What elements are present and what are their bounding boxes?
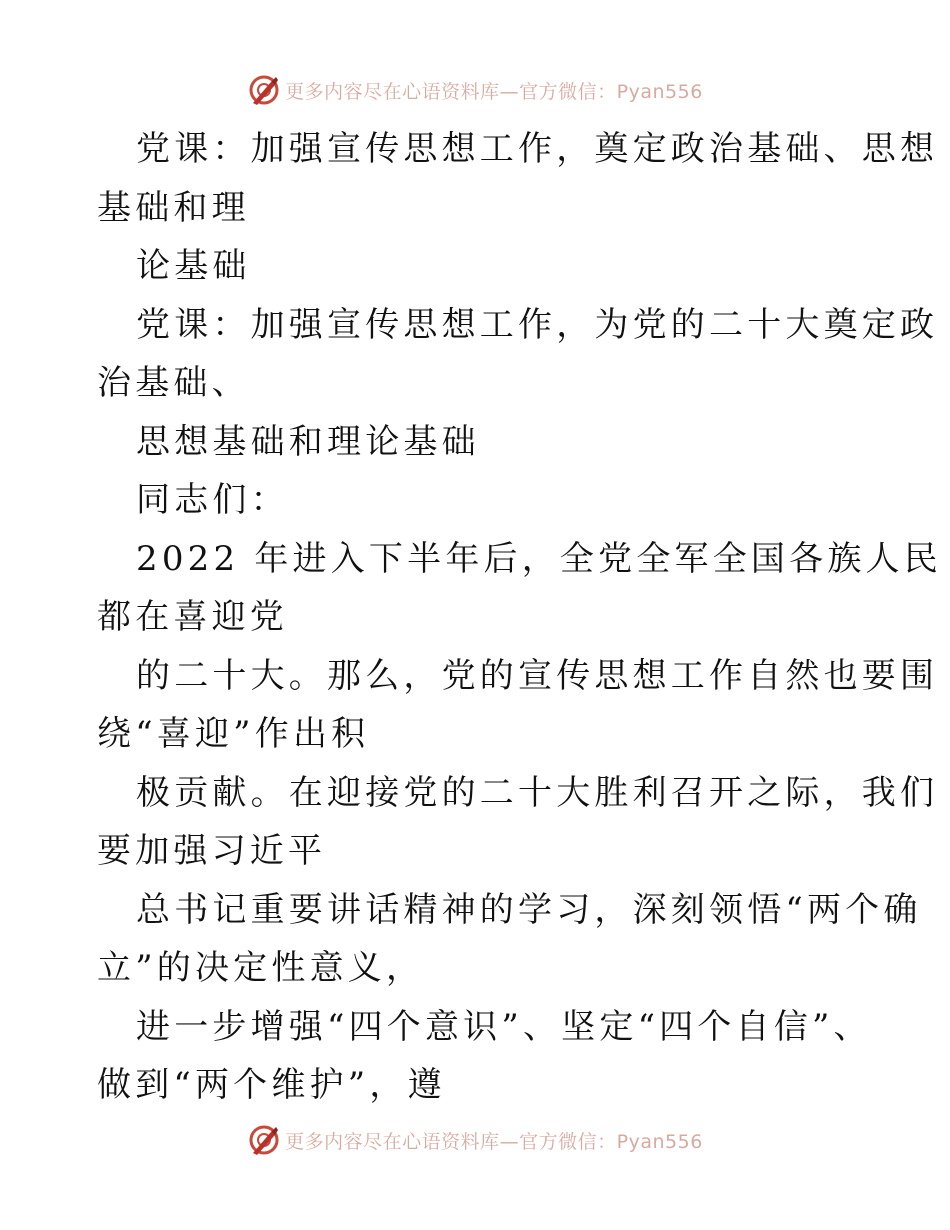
salutation-line: 同志们：	[136, 480, 289, 520]
paragraph-line-8: 立”的决定性意义，	[97, 948, 425, 988]
header-banner-text: 更多内容尽在心语资料库—官方微信：Pyan556	[285, 80, 703, 103]
footer-banner-text: 更多内容尽在心语资料库—官方微信：Pyan556	[285, 1130, 703, 1153]
subtitle-line-2: 治基础、	[97, 363, 250, 403]
paragraph-line-10: 做到“两个维护”，遵	[97, 1065, 446, 1105]
footer-banner	[0, 1120, 950, 1160]
subtitle-line-3: 思想基础和理论基础	[136, 421, 480, 462]
document-body	[97, 120, 942, 1115]
paragraph-line-1: 2022 年进入下半年后，全党全军全国各族人民	[136, 538, 942, 579]
pen-circle-logo-icon	[247, 1123, 281, 1157]
paragraph-line-2: 都在喜迎党	[97, 597, 288, 637]
paragraph-line-6: 要加强习近平	[97, 831, 327, 871]
paragraph-line-4: 绕“喜迎”作出积	[97, 714, 370, 754]
header-banner	[0, 70, 950, 110]
title-line-1: 党课：加强宣传思想工作，奠定政治基础、思想	[136, 129, 939, 169]
title-line-3: 论基础	[136, 246, 251, 286]
pen-circle-logo-icon	[247, 73, 281, 107]
subtitle-line-1: 党课：加强宣传思想工作，为党的二十大奠定政	[136, 304, 939, 345]
paragraph-line-7: 总书记重要讲话精神的学习，深刻领悟“两个确	[136, 889, 922, 930]
paragraph-line-3: 的二十大。那么，党的宣传思想工作自然也要围	[136, 655, 939, 696]
title-line-2: 基础和理	[97, 187, 250, 228]
paragraph-line-9: 进一步增强“四个意识”、坚定“四个自信”、	[136, 1006, 872, 1047]
paragraph-line-5: 极贡献。在迎接党的二十大胜利召开之际，我们	[136, 772, 939, 813]
